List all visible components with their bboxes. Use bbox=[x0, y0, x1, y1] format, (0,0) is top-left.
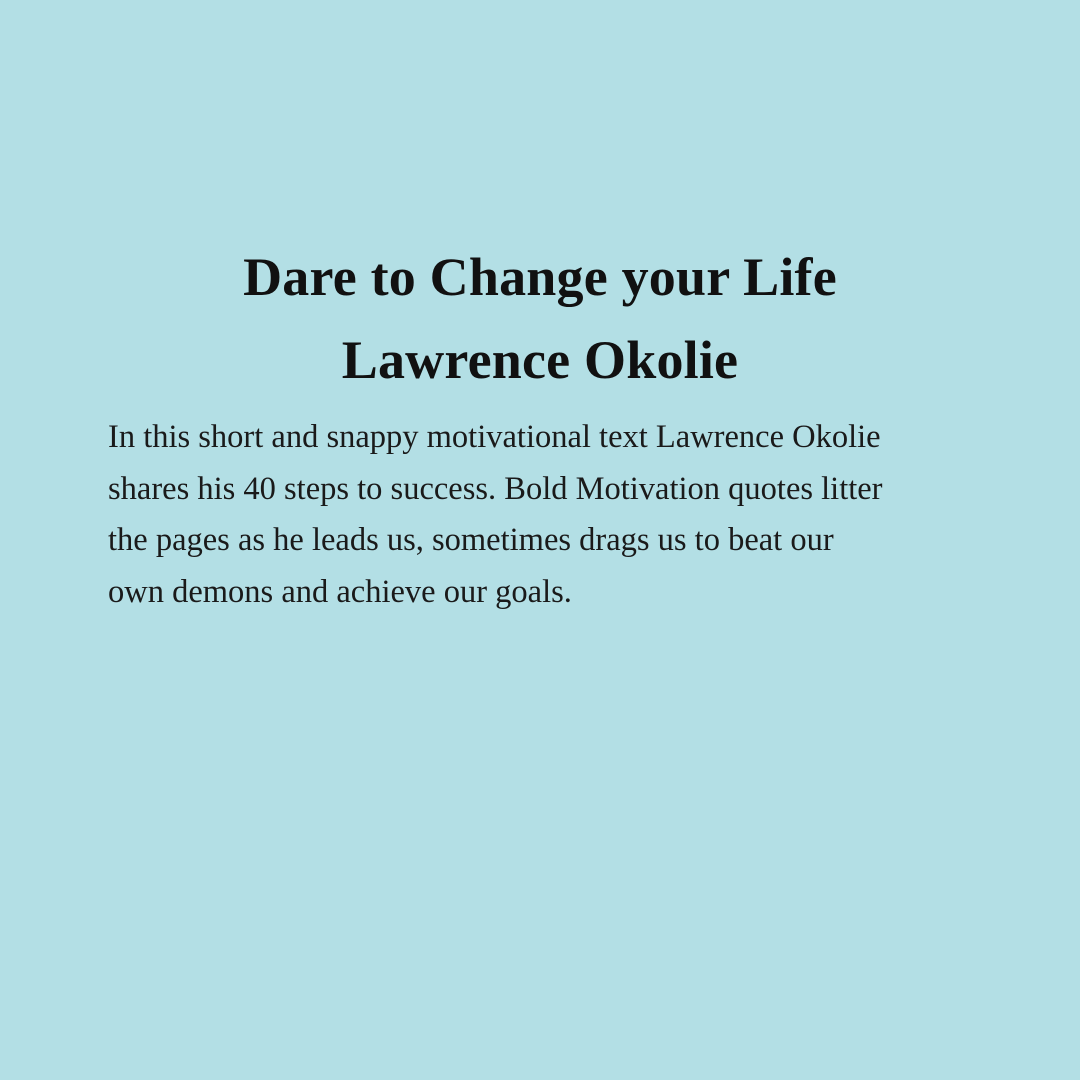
title-block bbox=[0, 236, 1080, 402]
book-description bbox=[108, 412, 988, 618]
book-author: Lawrence Okolie bbox=[341, 330, 739, 390]
book-title: Dare to Change your Life bbox=[243, 247, 837, 307]
description-line-2: shares his 40 steps to success. Bold Motivation quotes litter bbox=[108, 470, 883, 507]
description-line-1: In this short and snappy motivational text Lawrence Okolie bbox=[108, 419, 881, 455]
description-line-3: the pages as he leads us, sometimes drags us to beat our bbox=[108, 522, 834, 558]
description-line-4: own demons and achieve our goals. bbox=[108, 573, 572, 610]
